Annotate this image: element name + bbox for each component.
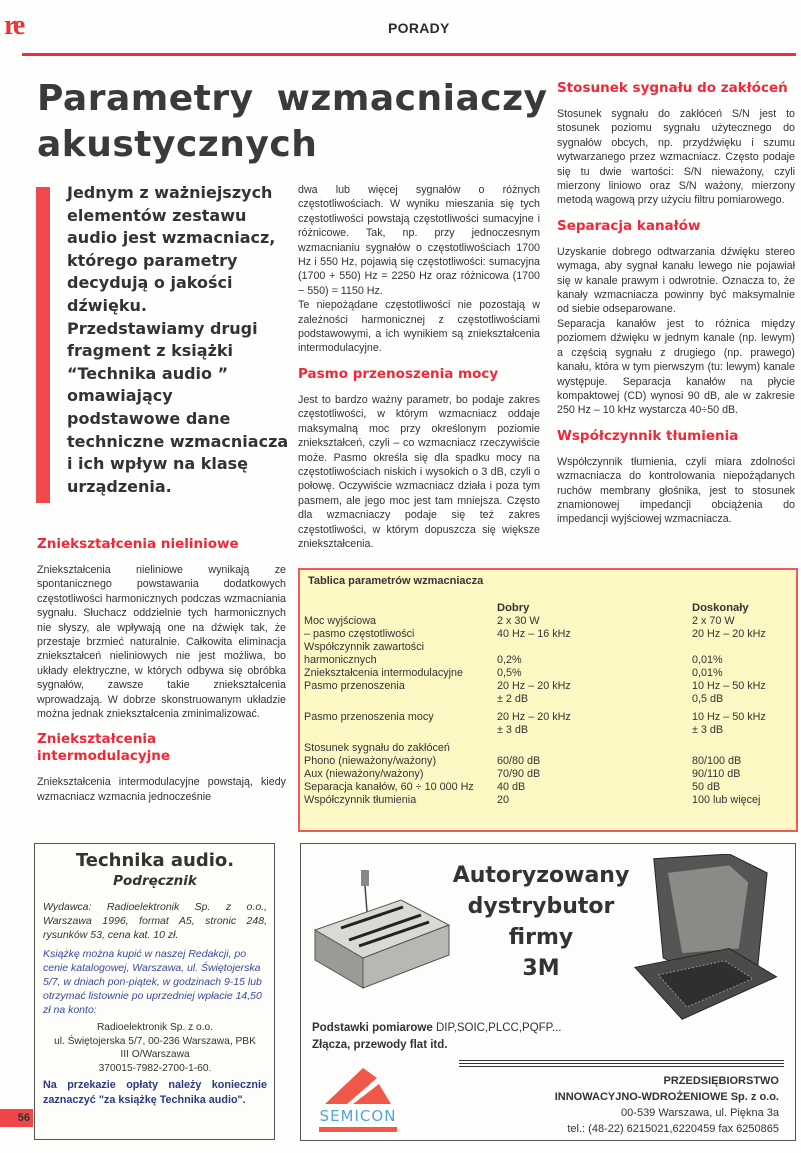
- table-row: [304, 628, 794, 641]
- semicon-logo-text: SEMICON: [319, 1107, 397, 1125]
- text-intermodulation: Zniekształcenia intermodulacyjne powstają, kiedy wzmacniacz wzmacnia jednocześnie: [37, 776, 286, 803]
- table-cell: 0,01%: [692, 667, 723, 679]
- table-cell: [692, 742, 794, 755]
- table-cell: 80/100 dB: [692, 755, 742, 767]
- text-intermodulation-continued-2: Te niepożądane częstotliwości nie pozostają w zależności harmonicznej z częstotliwościami podstawowymi, a ich wynikiem są zniekształcenia intermodulacyjne.: [298, 299, 540, 355]
- table-cell: Pasmo przenoszenia mocy: [304, 711, 434, 723]
- table-cell: 10 Hz – 50 kHz: [692, 680, 766, 692]
- heading-signal-to-noise: Stosunek sygnału do zakłóceń: [557, 80, 788, 96]
- table-cell: 0,5 dB: [692, 693, 724, 705]
- table-cell: [304, 724, 497, 737]
- table-cell: 20 Hz – 20 kHz: [692, 628, 766, 640]
- company-phone: tel.: (48-22) 6215021,6220459 fax 6250865: [567, 1123, 779, 1135]
- book-promo-box: [34, 843, 275, 1140]
- table-cell: 2 x 70 W: [692, 615, 735, 627]
- table-row: [304, 794, 794, 807]
- ad-divider-lines: [459, 1060, 784, 1067]
- text-intermodulation-continued: dwa lub więcej sygnałów o różnych częstotliwościach. W wyniku mieszania się tych częstotliwości powstają częstotliwości sumacyjne i różnicowe. Tak, np. przy jednoczesnym wzmacnianiu sygnałów o częstotliwościach 1700 Hz i 550 Hz, pojawią się częstotliwości: sumacyjna (1700 + 550) Hz = 2250 Hz oraz różnicowa (1700 − 550) = 1150 Hz.: [298, 184, 540, 297]
- dip-socket-image: [311, 870, 451, 1000]
- table-row: [304, 680, 794, 693]
- table-cell: – pasmo częstotliwości: [304, 628, 415, 640]
- header-rule: [22, 53, 796, 56]
- table-cell: ± 3 dB: [692, 724, 724, 736]
- text-channel-separation-continued: Separacja kanałów jest to różnica między poziomem dźwięku w jednym kanale (np. lewym) a częścią sygnału z drugiego (np. prawego) kanału, która w tym pierwszym (tu: lewym) kanale występuje. Separacja kanałów na płycie kompaktowej (CD) wynosi 90 dB, ale w zakresie 250 Hz – 10 kHz wystarcza 40÷50 dB.: [557, 317, 795, 417]
- table-cell: 60/80 dB: [497, 755, 541, 767]
- table-row: [304, 781, 794, 794]
- article-lead: Jednym z ważniejszych elementów zestawu audio jest wzmacniacz, którego parametry decydują o jakości dźwięku. Przedstawiamy drugi fragment z książki “Technika audio ” omawiający podstawowe dane techniczne wzmacniacza i ich wpływ na klasę urządzenia.: [67, 183, 289, 496]
- ad-products: [312, 1020, 561, 1054]
- table-col-header: [304, 602, 497, 615]
- ad-headline: [441, 860, 641, 984]
- column-1: [37, 536, 286, 804]
- table-cell: 0,5%: [497, 667, 522, 679]
- table-row: [304, 755, 794, 768]
- bank-line: III O/Warszawa: [120, 1049, 190, 1060]
- bank-line: Radioelektronik Sp. z o.o.: [96, 1022, 214, 1033]
- table-cell: [497, 742, 692, 755]
- table-row: [304, 742, 794, 755]
- column-3: [557, 80, 795, 527]
- table-cell: Współczynnik zawartości: [304, 641, 424, 653]
- table-header-row: [304, 602, 794, 615]
- ad-company-info: [555, 1073, 779, 1137]
- table-cell: 10 Hz – 50 kHz: [692, 711, 766, 723]
- section-label: PORADY: [388, 20, 450, 36]
- parameters-table: [298, 568, 798, 832]
- table-cell: ± 2 dB: [497, 693, 529, 705]
- book-title: Technika audio.: [75, 850, 235, 871]
- table-cell: harmonicznych: [304, 654, 377, 666]
- table-cell: 20 Hz – 20 kHz: [497, 711, 571, 723]
- heading-channel-separation: Separacja kanałów: [557, 217, 701, 234]
- table-row: [304, 711, 794, 724]
- table-cell: 0,01%: [692, 654, 723, 666]
- table-cell: Stosunek sygnału do zakłóceń: [304, 742, 450, 754]
- table-cell: 0,2%: [497, 654, 522, 666]
- table-cell: 2 x 30 W: [497, 615, 540, 627]
- ad-headline-line: dystrybutor: [467, 894, 615, 919]
- heading-damping-factor: Współczynnik tłumienia: [557, 427, 739, 444]
- ad-headline-line: firmy: [508, 925, 574, 950]
- table-row: [304, 667, 794, 680]
- bank-line: 370015-7982-2700-1-60.: [98, 1062, 212, 1074]
- table-cell: Moc wyjściowa: [304, 615, 376, 627]
- text-signal-to-noise: Stosunek sygnału do zakłóceń S/N jest to stosunek poziomu sygnału użytecznego do sygnałów obcych, np. przydźwięku i szumu wytwarzanego przez wzmacniacz. Często podaje się tu dwie wartości: S/N nieważony, czyli mierzony liniowo oraz S/N ważony, mierzony metodą wagową przy użyciu filtru pomiarowego.: [557, 108, 795, 207]
- ad-headline-line: Autoryzowany: [452, 863, 630, 888]
- table-cell: 20 Hz – 20 kHz: [497, 680, 571, 692]
- heading-nonlinear-distortion: Zniekształcenia nieliniowe: [37, 536, 239, 552]
- table-cell: Zniekształcenia intermodulacyjne: [304, 667, 464, 679]
- book-payment-note: Na przekazie opłaty należy koniecznie zaznaczyć "za książkę Technika audio".: [43, 1079, 267, 1106]
- text-channel-separation: Uzyskanie dobrego odtwarzania dźwięku stereo wymaga, aby sygnał kanału lewego nie pojawiał się w kanale prawym i odwrotnie. Oznacza to, że kanały wzmacniacza powinny być maksymalnie od siebie odseparowane.: [557, 245, 795, 316]
- table-title: Tablica parametrów wzmacniacza: [308, 575, 484, 587]
- lead-accent-bar: [36, 187, 50, 503]
- table-grid: [304, 602, 794, 807]
- table-row: [304, 693, 794, 706]
- text-nonlinear-distortion: Zniekształcenia nieliniowe wynikają ze spontanicznego powstawania dodatkowych częstotliwości harmonicznych podczas wzmacniania sygnału. Słuchacz oddzielnie tych harmonicznych nie słyszy, ale wpływają one na dźwięk tak, że przestaje brzmieć naturalnie. Całkowita eliminacja zniekształceń nieliniowych nie jest możliwa, bo układy elektryczne, w których odbywa się obróbka sygnałów, zawsze takie zniekształcenia wprowadzają. W dobrze skonstruowanym układzie można jednak zniekształcenia zminimalizować.: [37, 564, 286, 721]
- text-power-bandwidth: Jest to bardzo ważny parametr, bo podaje zakres częstotliwości, w którym wzmacniacz oddaje maksymalną moc przy określonym poziomie zniekształceń, czyli – co wzmacniacz rzeczywiście może. Pasmo określa się dla spadku mocy na częstotliwościach niskich i wysokich o 3 dB, czyli o połowę. Oczywiście wzmacniacz działa i poza tym pasmem, ale jego moc jest tam mniejsza. Często dla wzmacniaczy podaje się też zakres częstotliwości, w którym dopuszcza się większe zniekształcenia.: [298, 393, 540, 550]
- text-damping-factor: Współczynnik tłumienia, czyli miara zdolności wzmacniacza do kontrolowania niepożądanych ruchów membrany głośnika, jest to stosunek znamionowej impedancji obciążenia do impedancji wyjściowej wzmacniacza.: [557, 455, 795, 526]
- book-purchase-info: Książkę można kupić w naszej Redakcji, po cenie katalogowej, Warszawa, ul. Świętojerska 5/7, w dniach pon-piątek, w godzinach 9-15 lub otrzymać listownie po uprzedniej wpłacie 14,50 zł na konto:: [43, 948, 262, 1016]
- table-row: [304, 615, 794, 628]
- page-number: 56: [0, 1109, 33, 1127]
- table-row: [304, 724, 794, 737]
- table-cell: 90/110 dB: [692, 768, 741, 780]
- table-cell: Separacja kanałów, 60 ÷ 10 000 Hz: [304, 781, 474, 793]
- table-cell: ± 3 dB: [497, 724, 529, 736]
- company-line2: INNOWACYJNO-WDROŻENIOWE Sp. z o.o.: [554, 1091, 779, 1103]
- table-cell: Aux (nieważony/ważony): [304, 768, 424, 780]
- bank-line: ul. Świętojerska 5/7, 00-236 Warszawa, PBK: [54, 1035, 256, 1047]
- table-cell: Współczynnik tłumienia: [304, 794, 417, 806]
- table-cell: 100 lub więcej: [692, 794, 761, 806]
- book-subtitle: Podręcznik: [113, 873, 197, 889]
- table-row: [304, 641, 794, 654]
- table-row: [304, 654, 794, 667]
- magazine-logo: re: [4, 10, 23, 41]
- table-cell: 40 Hz – 16 kHz: [497, 628, 571, 640]
- ad-headline-line: 3M: [522, 956, 560, 981]
- column-2: [298, 183, 540, 551]
- table-cell: [497, 641, 692, 654]
- table-cell: 50 dB: [692, 781, 721, 793]
- table-col-header-good: Dobry: [497, 602, 530, 614]
- table-cell: [304, 693, 497, 706]
- book-bank-details: [43, 1021, 267, 1075]
- plcc-socket-image: [621, 854, 781, 1024]
- book-promo-content: [43, 849, 267, 1107]
- ad-products-line2: Złącza, przewody flat itd.: [312, 1039, 448, 1051]
- table-cell: 40 dB: [497, 781, 526, 793]
- company-line1: PRZEDSIĘBIORSTWO: [663, 1075, 779, 1087]
- heading-intermodulation: Zniekształcenia intermodulacyjne: [37, 731, 171, 765]
- table-body: [304, 615, 794, 807]
- table-cell: 20: [497, 794, 510, 806]
- book-publisher-info: Wydawca: Radioelektronik Sp. z o.o., Warszawa 1996, format A5, stronic 248, rysunków 53, cena kat. 10 zł.: [43, 901, 267, 941]
- ad-products-list: DIP,SOIC,PLCC,PQFP...: [432, 1022, 562, 1034]
- table-cell: 70/90 dB: [497, 768, 541, 780]
- table-row: [304, 768, 794, 781]
- table-cell: Pasmo przenoszenia: [304, 680, 405, 692]
- semicon-advertisement: [300, 843, 796, 1141]
- semicon-logo-icon: [317, 1066, 399, 1106]
- table-col-header-excellent: Doskonały: [692, 602, 749, 614]
- article-title: Parametry wzmacniaczy akustycznych: [37, 78, 548, 165]
- semicon-logo-bar: [319, 1127, 397, 1132]
- ad-products-bold: Podstawki pomiarowe: [312, 1022, 433, 1034]
- company-address: 00-539 Warszawa, ul. Piękna 3a: [621, 1107, 779, 1119]
- table-cell: [692, 641, 794, 654]
- table-cell: Phono (nieważony/ważony): [304, 755, 437, 767]
- heading-power-bandwidth: Pasmo przenoszenia mocy: [298, 365, 499, 382]
